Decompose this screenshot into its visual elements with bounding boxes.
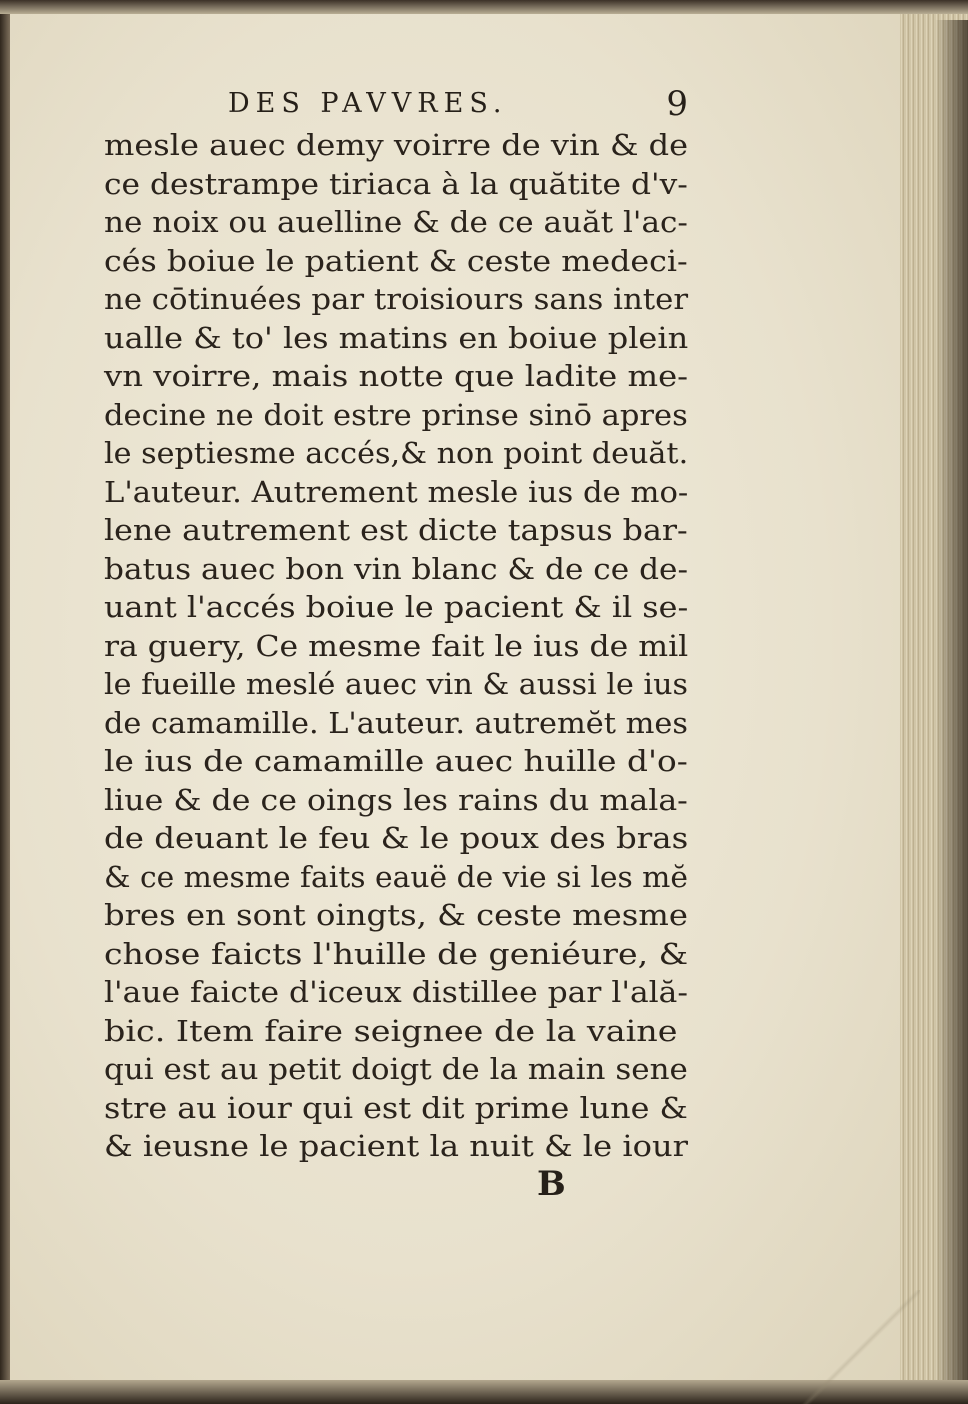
text-line-content: bic. Item faire seignee de la vaine [104,1013,678,1048]
text-line-content: bres en sont oingts, & ceste mesme [104,898,688,932]
text-line [104,550,688,589]
text-line-content: uant l'accés boiue le pacient & il se- [104,590,689,624]
top-edge [0,0,968,14]
text-line [104,588,688,627]
text-line [104,896,688,935]
text-line [104,665,688,704]
signature-mark: B [537,1164,566,1204]
text-line-content: le ius de camamille auec huille d'o- [104,744,688,778]
text-line [104,165,688,204]
text-line [104,1127,688,1166]
text-line [104,126,688,165]
running-head: DES PAVVRES. [228,88,508,119]
text-line-content: cés boiue le patient & ceste medeci- [104,243,688,278]
body-text [104,126,688,1166]
text-line-content: l'aue faicte d'iceux distillee par l'ală- [104,975,688,1009]
text-line [104,781,688,820]
text-line-content: stre au iour qui est dit prime lune & [104,1090,688,1125]
text-line [104,742,688,781]
text-line [104,1012,688,1051]
text-line-content: qui est au petit doigt de la main sene [104,1052,688,1086]
text-line-content: & ce mesme faits eauë de vie si les mĕ [104,859,689,894]
text-line [104,473,688,512]
text-line [104,819,688,858]
text-line-content: vn voirre, mais notte que ladite me- [104,359,689,393]
text-line-content: de camamille. L'auteur. autremĕt mes [104,705,688,740]
text-line [104,627,688,666]
text-line-content: & ieusne le pacient la nuit & le iour [104,1129,689,1163]
text-line-content: ra guery, Ce mesme fait le ius de mil [104,628,689,663]
text-line-content: de deuant le feu & le poux des bras [104,821,689,855]
text-line [104,242,688,281]
text-line [104,396,688,435]
text-line [104,511,688,550]
folded-corner [800,1290,920,1404]
text-line [104,973,688,1012]
text-line [104,203,688,242]
text-line-content: mesle auec demy voirre de vin & de [104,128,689,162]
text-line-content: le fueille meslé auec vin & aussi le ius [104,667,688,701]
left-edge [0,0,10,1404]
text-line [104,357,688,396]
text-line [104,1050,688,1089]
text-line-content: lene autrement est dicte tapsus bar- [104,513,688,547]
text-line [104,280,688,319]
text-line [104,935,688,974]
text-line-content: chose faicts l'huille de geniéure, & [104,936,689,971]
page-number: 9 [666,84,688,124]
text-line [104,1089,688,1128]
text-line-content: ne noix ou auelline & de ce auăt l'ac- [104,205,688,239]
text-line-content: le septiesme accés,& non point deuăt. [104,436,689,470]
text-line-content: batus auec bon vin blanc & de ce de- [104,551,688,586]
text-line [104,319,688,358]
text-line-content: ne cōtinuées par troisiours sans inter [104,282,689,316]
page-header [228,84,688,128]
text-line [104,704,688,743]
text-line-content: L'auteur. Autrement mesle ius de mo- [104,474,689,509]
binding-shadow [935,20,968,1390]
text-line [104,858,688,897]
text-line-content: ualle & to' les matins en boiue plein [104,320,689,355]
text-line-content: decine ne doit estre prinse sinō apres [104,397,688,432]
text-line [104,434,688,473]
text-line-content: ce destrampe tiriaca à la quătite d'v- [104,166,688,201]
text-line-content: liue & de ce oings les rains du mala- [104,782,688,817]
